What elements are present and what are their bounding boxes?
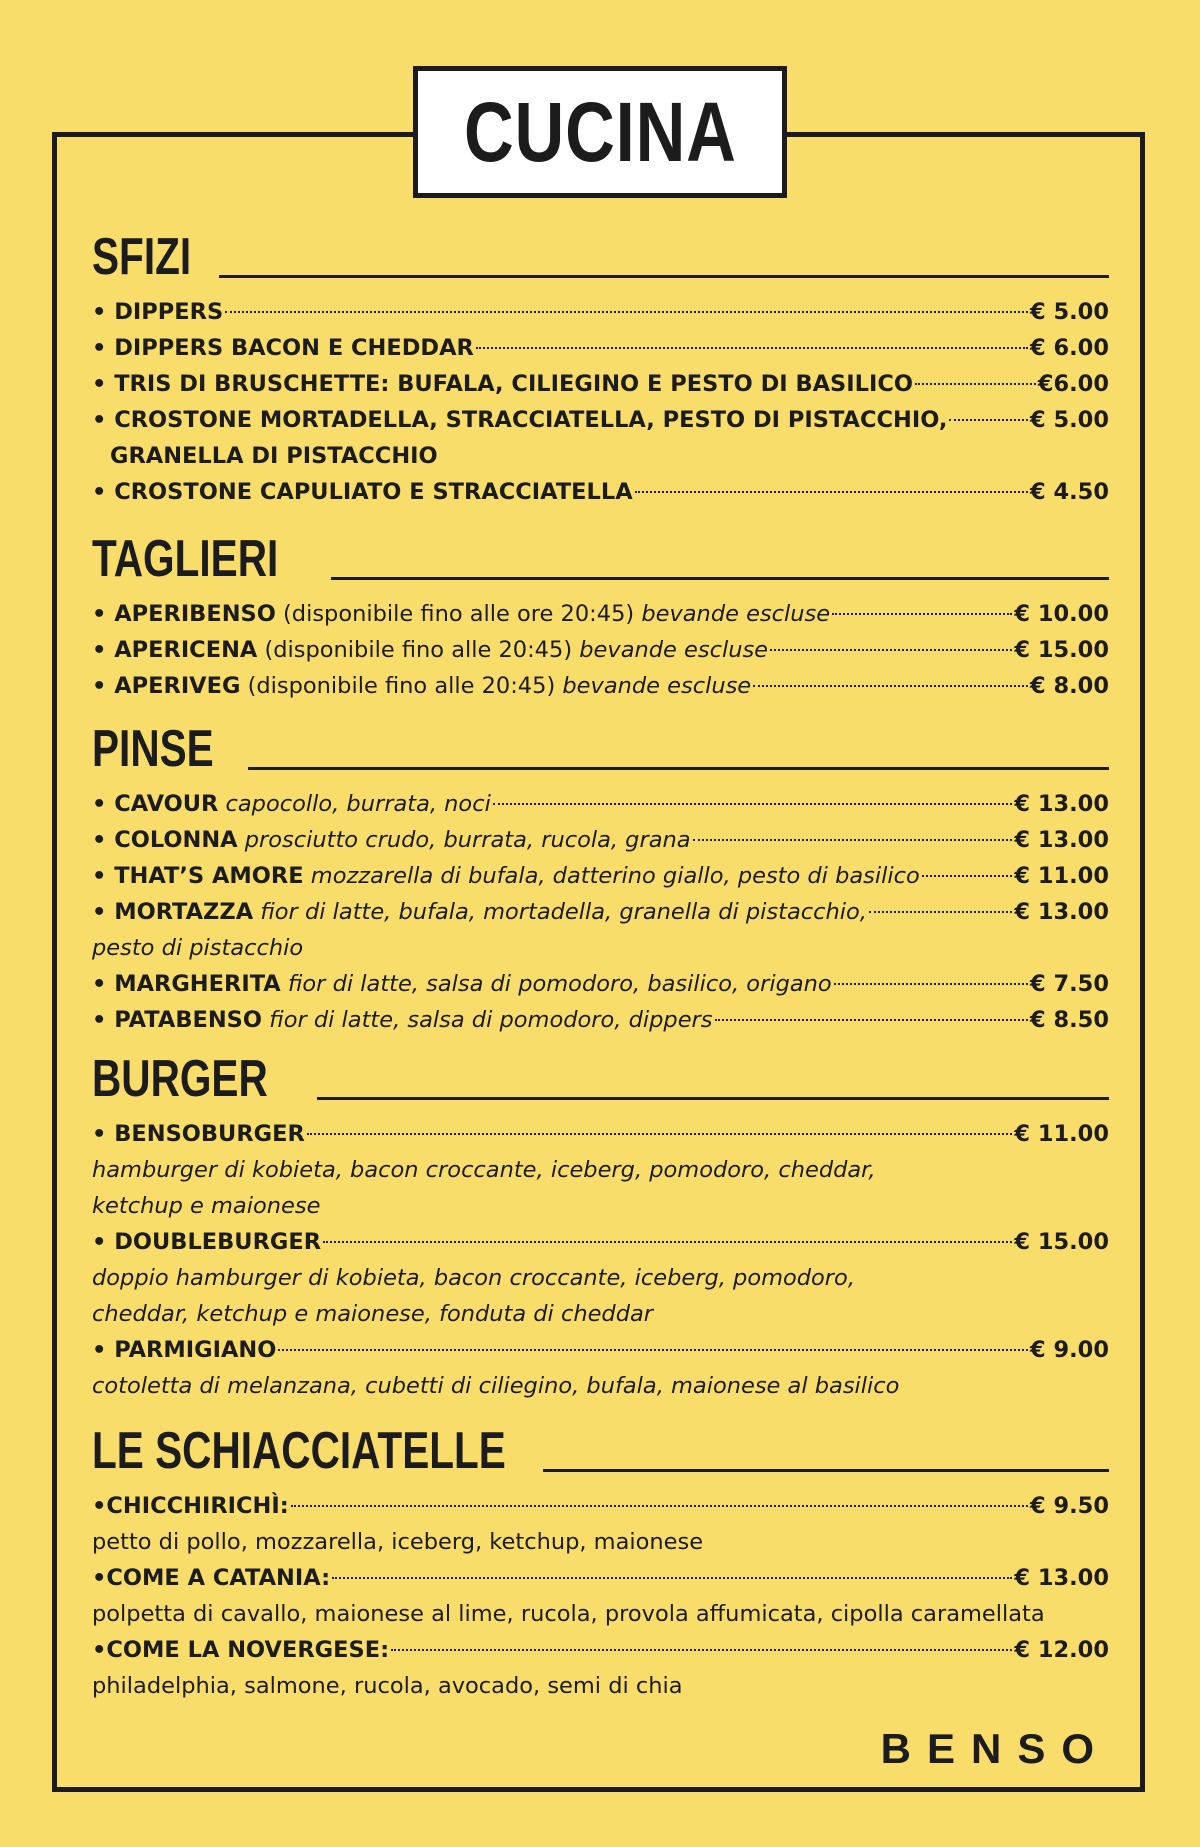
menu-title-box (413, 66, 787, 198)
item-price: € 9.00 (1029, 1337, 1109, 1363)
item-desc: fior di latte, bufala, mortadella, granella di pistacchio, (253, 899, 867, 925)
menu-item (92, 474, 1109, 510)
item-name: • DIPPERS BACON E CHEDDAR (92, 335, 474, 361)
menu-item (92, 366, 1109, 402)
item-price: € 13.00 (1014, 1565, 1109, 1591)
item-name: • BENSOBURGER (92, 1121, 305, 1147)
heading-rule (331, 577, 1109, 580)
item-price: € 13.00 (1014, 791, 1109, 817)
dot-leader (332, 1577, 1012, 1579)
item-name: • APERICENA (92, 637, 258, 663)
dot-leader (278, 1349, 1028, 1351)
section-heading (92, 526, 1109, 588)
item-name: •COME LA NOVERGESE: (92, 1637, 390, 1663)
menu-item (92, 402, 1109, 438)
item-desc: fior di latte, salsa di pomodoro, dippers (262, 1007, 713, 1033)
dot-leader (493, 803, 1013, 805)
dot-leader (922, 875, 1013, 877)
brand-logo: BENSO (880, 1725, 1110, 1772)
item-desc-continued: pesto di pistacchio (92, 935, 304, 961)
menu-item (92, 894, 1109, 930)
menu-item (92, 1224, 1109, 1260)
item-desc: prosciutto crudo, burrata, rucola, grana (237, 827, 691, 853)
item-name: • CAVOUR (92, 791, 219, 817)
item-name: • DOUBLEBURGER (92, 1229, 322, 1255)
item-price: € 6.00 (1029, 335, 1109, 361)
item-name: • MARGHERITA (92, 971, 281, 997)
item-desc: bevande escluse (562, 673, 752, 699)
item-name: • APERIVEG (92, 673, 241, 699)
menu-title: CUCINA (463, 84, 737, 179)
menu-item (92, 822, 1109, 858)
item-name: • PATABENSO (92, 1007, 263, 1033)
item-price: € 12.00 (1014, 1637, 1109, 1663)
item-name: • DIPPERS (92, 299, 224, 325)
heading-rule (248, 767, 1109, 770)
section-sfizi (92, 224, 1109, 510)
dot-leader (693, 839, 1013, 841)
item-desc: capocollo, burrata, noci (218, 791, 491, 817)
section-schiacciatelle (92, 1418, 1109, 1704)
item-desc: fior di latte, salsa di pomodoro, basilico, origano (280, 971, 832, 997)
section-title: PINSE (92, 720, 214, 778)
dot-leader (291, 1505, 1028, 1507)
item-price: € 4.50 (1029, 479, 1109, 505)
item-price: € 5.00 (1029, 299, 1109, 325)
item-price: € 8.50 (1029, 1007, 1109, 1033)
menu-item (92, 1116, 1109, 1152)
item-price: € 7.50 (1029, 971, 1109, 997)
heading-rule (543, 1469, 1109, 1472)
dot-leader (391, 1649, 1012, 1651)
item-price: € 11.00 (1014, 863, 1109, 889)
item-price: € 13.00 (1014, 827, 1109, 853)
menu-item (92, 1332, 1109, 1368)
dot-leader (753, 685, 1028, 687)
section-title: TAGLIERI (92, 530, 279, 588)
menu-item (92, 786, 1109, 822)
dot-leader (635, 491, 1028, 493)
menu-item (92, 632, 1109, 668)
dot-leader (869, 911, 1012, 913)
item-desc: hamburger di kobieta, bacon croccante, iceberg, pomodoro, cheddar, (92, 1157, 876, 1183)
item-price: € 11.00 (1014, 1121, 1109, 1147)
section-burger (92, 1046, 1109, 1404)
section-title: LE SCHIACCIATELLE (92, 1422, 506, 1480)
item-name: • COLONNA (92, 827, 238, 853)
menu-item (92, 966, 1109, 1002)
item-price: € 13.00 (1014, 899, 1109, 925)
item-desc: philadelphia, salmone, rucola, avocado, semi di chia (92, 1673, 683, 1699)
menu-item (92, 1488, 1109, 1524)
menu-item (92, 330, 1109, 366)
menu-item (92, 1002, 1109, 1038)
dot-leader (476, 347, 1028, 349)
item-note: (disponibile fino alle 20:45) (240, 673, 563, 699)
section-title: SFIZI (92, 228, 192, 286)
item-price: € 15.00 (1014, 637, 1109, 663)
section-heading (92, 224, 1109, 286)
dot-leader (770, 649, 1012, 651)
section-heading (92, 716, 1109, 778)
item-name: • MORTAZZA (92, 899, 254, 925)
menu-item (92, 668, 1109, 704)
section-pinse (92, 716, 1109, 1038)
item-note: (disponibile fino alle 20:45) (257, 637, 580, 663)
item-name: • TRIS DI BRUSCHETTE: BUFALA, CILIEGINO E PESTO DI BASILICO (92, 371, 913, 397)
item-desc: polpetta di cavallo, maionese al lime, rucola, provola affumicata, cipolla caramellata (92, 1601, 1045, 1627)
section-taglieri (92, 526, 1109, 704)
menu-item (92, 596, 1109, 632)
heading-rule (219, 275, 1109, 278)
item-note: (disponibile fino alle ore 20:45) (275, 601, 642, 627)
dot-leader (949, 419, 1028, 421)
menu-item (92, 858, 1109, 894)
dot-leader (225, 311, 1028, 313)
item-desc: cotoletta di melanzana, cubetti di ciliegino, bufala, maionese al basilico (92, 1373, 900, 1399)
item-price: €6.00 (1037, 371, 1109, 397)
item-name: • CROSTONE MORTADELLA, STRACCIATELLA, PESTO DI PISTACCHIO, (92, 407, 948, 433)
dot-leader (834, 983, 1028, 985)
dot-leader (307, 1133, 1013, 1135)
item-desc: mozzarella di bufala, datterino giallo, pesto di basilico (303, 863, 920, 889)
dot-leader (915, 383, 1036, 385)
item-desc: bevande escluse (579, 637, 769, 663)
item-name: •COME A CATANIA: (92, 1565, 331, 1591)
item-name: •CHICCHIRICHÌ: (92, 1493, 289, 1519)
item-price: € 9.50 (1029, 1493, 1109, 1519)
item-name: • APERIBENSO (92, 601, 276, 627)
item-name-continued: GRANELLA DI PISTACCHIO (110, 443, 438, 469)
item-name: • PARMIGIANO (92, 1337, 277, 1363)
menu-item (92, 294, 1109, 330)
item-desc: petto di pollo, mozzarella, iceberg, ketchup, maionese (92, 1529, 704, 1555)
item-desc: ketchup e maionese (92, 1193, 321, 1219)
section-heading (92, 1418, 1109, 1480)
dot-leader (323, 1241, 1012, 1243)
item-price: € 15.00 (1014, 1229, 1109, 1255)
item-name: • CROSTONE CAPULIATO E STRACCIATELLA (92, 479, 633, 505)
menu-item (92, 1560, 1109, 1596)
item-desc: bevande escluse (641, 601, 831, 627)
section-heading (92, 1046, 1109, 1108)
dot-leader (832, 613, 1012, 615)
menu-item (92, 1632, 1109, 1668)
item-price: € 10.00 (1014, 601, 1109, 627)
heading-rule (317, 1097, 1109, 1100)
dot-leader (715, 1019, 1028, 1021)
section-title: BURGER (92, 1050, 268, 1108)
item-name: • THAT’S AMORE (92, 863, 304, 889)
item-price: € 5.00 (1029, 407, 1109, 433)
item-desc: doppio hamburger di kobieta, bacon croccante, iceberg, pomodoro, (92, 1265, 855, 1291)
item-desc: cheddar, ketchup e maionese, fonduta di cheddar (92, 1301, 654, 1327)
item-price: € 8.00 (1029, 673, 1109, 699)
